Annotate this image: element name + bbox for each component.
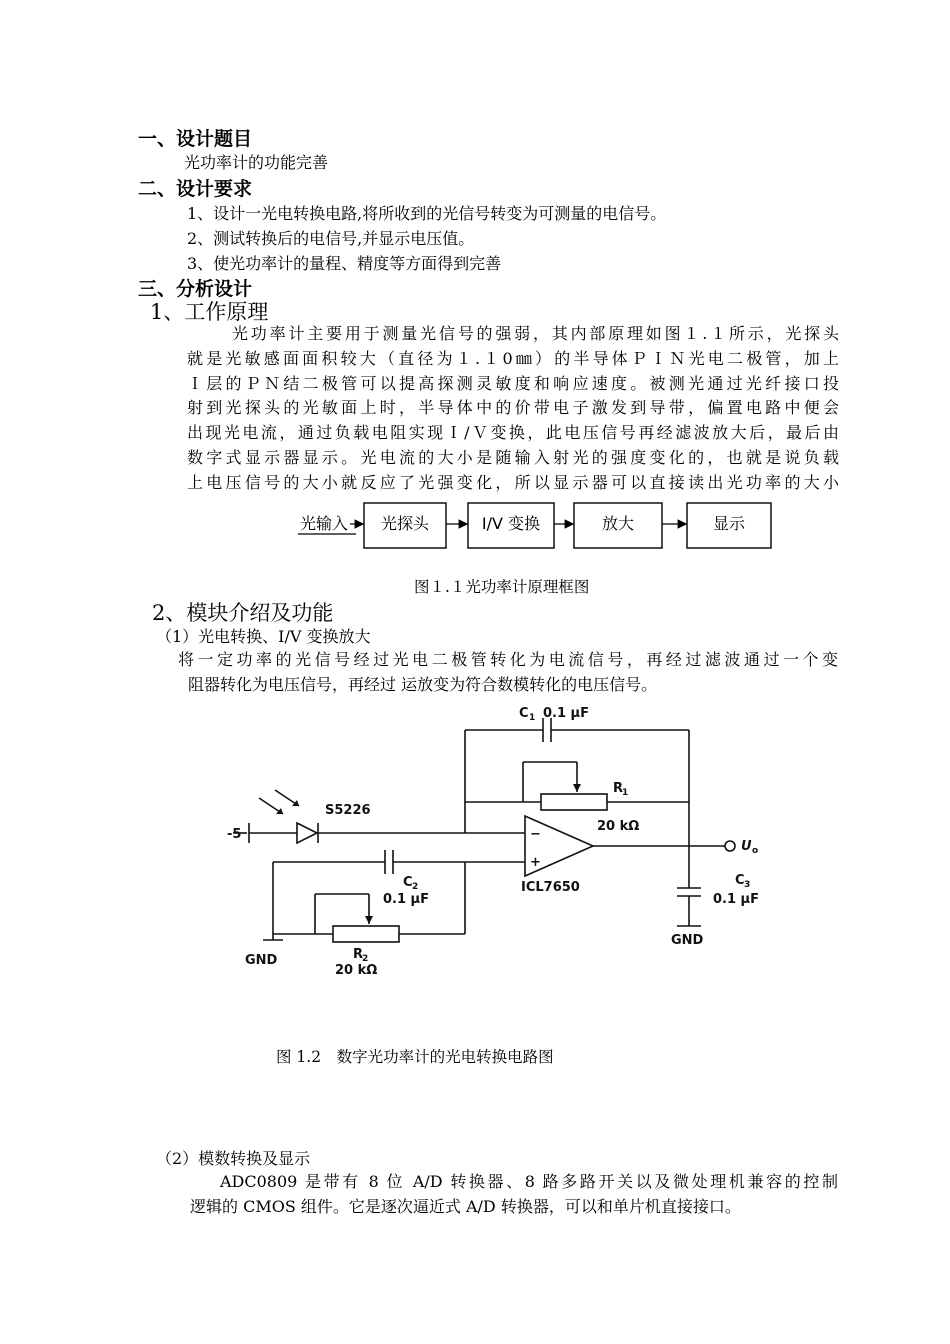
- r1-name: R: [613, 781, 624, 796]
- section1-content: 光功率计的功能完善: [184, 153, 329, 172]
- requirement-item: 3、使光功率计的量程、精度等方面得到完善: [187, 254, 502, 273]
- section2-heading: 二、设计要求: [138, 178, 253, 200]
- output-label: U: [741, 839, 752, 854]
- resistor-r1: [541, 794, 607, 810]
- r2-value: 20 kΩ: [335, 963, 378, 978]
- gnd-left-label: GND: [245, 953, 278, 968]
- c2-subscript: 2: [412, 882, 419, 892]
- block-input-label: 光输入: [300, 514, 349, 533]
- paragraph-line: 就是光敏感面面积较大（直径为１.１0㎜）的半导体ＰＩＮ光电二极管，加上: [187, 348, 839, 368]
- c3-name: C: [735, 873, 745, 888]
- photoelectric-circuit-diagram: [225, 698, 795, 983]
- bias-label: -5: [227, 827, 242, 842]
- paragraph-line: 逻辑的 CMOS 组件。它是逐次逼近式 A/D 转换器，可以和单片机直接接口。: [190, 1196, 741, 1216]
- opamp-plus: +: [530, 855, 541, 870]
- opamp-minus: −: [530, 827, 541, 842]
- paragraph-line: 数字式显示器显示。光电流的大小是随输入射光的强度变化的，也就是说负载: [187, 447, 839, 467]
- c1-value: 0.1 μF: [543, 706, 590, 721]
- section1-heading: 一、设计题目: [138, 128, 253, 150]
- working-principle-paragraph: [187, 322, 839, 496]
- part2-title: （2）模数转换及显示: [156, 1149, 311, 1168]
- arrow-head: [276, 808, 283, 814]
- r1-subscript: 1: [622, 788, 629, 798]
- block-label: 显示: [712, 514, 746, 533]
- paragraph-line: 将一定功率的光信号经过光电二极管转化为电流信号，再经过滤波通过一个变: [178, 650, 838, 669]
- r1-value: 20 kΩ: [597, 819, 640, 834]
- resistor-r2: [333, 926, 399, 942]
- paragraph-line: 阻器转化为电压信号，再经过 运放变为符合数模转化的电压信号。: [188, 674, 658, 694]
- c3-value: 0.1 μF: [713, 892, 760, 907]
- subsection-title-working-principle: 1、工作原理: [150, 300, 269, 324]
- subsection-title-modules: 2、模块介绍及功能: [152, 601, 334, 625]
- c1-name: C: [519, 706, 529, 721]
- gnd-right-label: GND: [671, 933, 704, 948]
- c2-value: 0.1 μF: [383, 892, 430, 907]
- part1-paragraph: [178, 648, 838, 698]
- figure-1-2-caption: 图 1.2 数字光功率计的光电转换电路图: [276, 1048, 554, 1066]
- principle-block-diagram: [290, 498, 780, 556]
- paragraph-line: ADC0809 是带有 8 位 A/D 转换器、8 路多路开关以及微处理机兼容的控制: [220, 1172, 838, 1191]
- part2-paragraph: [190, 1170, 838, 1220]
- part1-title: （1）光电转换、I/V 变换放大: [156, 627, 371, 646]
- diode-label: S5226: [325, 803, 371, 818]
- requirement-item: 2、测试转换后的电信号,并显示电压值。: [187, 229, 475, 248]
- arrow-head: [292, 800, 299, 806]
- paragraph-line: 光功率计主要用于测量光信号的强弱，其内部原理如图１.１所示，光探头: [232, 324, 839, 343]
- block-label: I/V 变换: [481, 514, 541, 533]
- paragraph-line: 射到光探头的光敏面上时，半导体中的价带电子激发到导带，偏置电路中便会: [187, 398, 839, 418]
- paragraph-line: 上电压信号的大小就反应了光强变化，所以显示器可以直接读出光功率的大小: [187, 472, 839, 492]
- figure-1-1-caption: 图１.１光功率计原理框图: [414, 578, 590, 596]
- output-subscript: o: [752, 846, 759, 856]
- block-label: 光探头: [380, 514, 430, 533]
- r2-name: R: [353, 947, 364, 962]
- c1-subscript: 1: [529, 713, 536, 723]
- c2-name: C: [403, 875, 413, 890]
- c3-subscript: 3: [744, 880, 751, 890]
- arrow-head: [573, 784, 581, 792]
- opamp-label: ICL7650: [521, 880, 580, 895]
- r2-subscript: 2: [362, 954, 369, 964]
- arrow-head: [365, 916, 373, 924]
- output-terminal: [725, 841, 735, 851]
- paragraph-line: Ｉ层的ＰＮ结二极管可以提高探测灵敏度和响应速度。被测光通过光纤接口投: [187, 373, 839, 393]
- block-label: 放大: [601, 514, 635, 533]
- requirement-item: 1、设计一光电转换电路,将所收到的光信号转变为可测量的电信号。: [187, 204, 667, 223]
- section3-heading: 三、分析设计: [138, 278, 253, 300]
- paragraph-line: 出现光电流，通过负载电阻实现Ｉ/Ｖ变换，此电压信号再经滤波放大后，最后由: [187, 423, 839, 443]
- diode-triangle: [297, 823, 317, 843]
